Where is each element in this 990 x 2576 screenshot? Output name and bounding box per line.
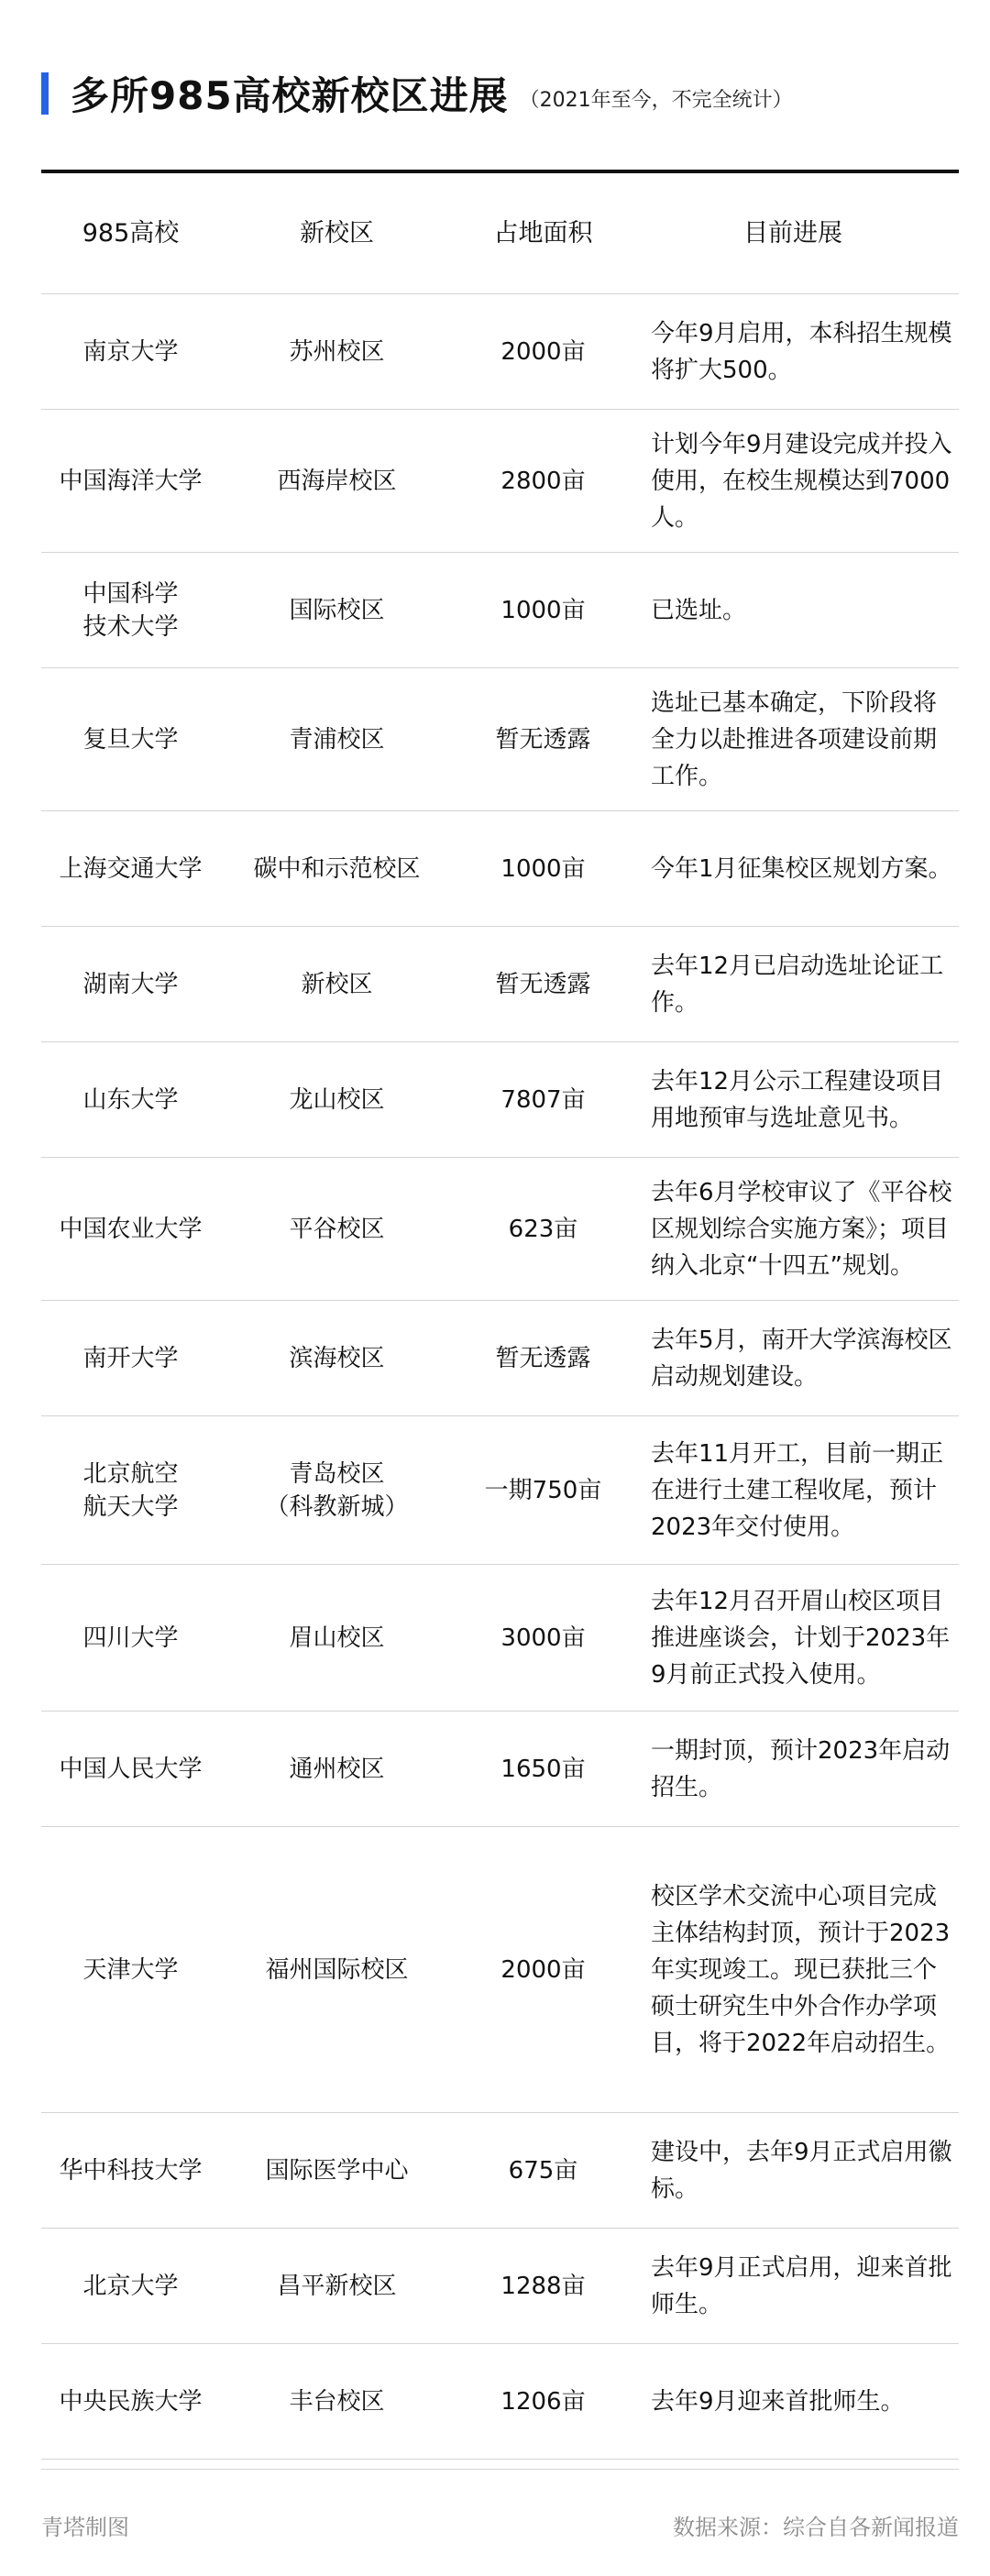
cell-university: 中国科学 技术大学 (82, 579, 179, 641)
column-header-progress: 目前进展 (743, 218, 842, 248)
page-title: 多所985高校新校区进展 (71, 73, 509, 118)
cell-area: 1000亩 (500, 596, 586, 624)
cell-campus: 丰台校区 (289, 2387, 385, 2416)
cell-area: 暂无透露 (495, 970, 591, 998)
cell-area: 2800亩 (500, 467, 586, 495)
table-row (41, 2113, 959, 2229)
cell-area: 1650亩 (500, 1755, 586, 1783)
cell-campus: 碳中和示范校区 (253, 854, 421, 883)
cell-university: 山东大学 (82, 1085, 179, 1114)
cell-area: 675亩 (508, 2156, 578, 2185)
cell-university: 南京大学 (82, 337, 179, 366)
footer (41, 2502, 959, 2548)
cell-area: 1288亩 (500, 2272, 586, 2300)
table-row (41, 1565, 959, 1712)
cell-progress: 计划今年9月建设完成并投入使用，在校生规模达到7000人。 (651, 430, 952, 532)
cell-university: 天津大学 (82, 1955, 179, 1984)
table-row (41, 927, 959, 1042)
table-row (41, 410, 959, 553)
cell-area: 一期750亩 (484, 1476, 602, 1504)
cell-campus: 新校区 (301, 970, 373, 998)
cell-progress: 建设中，去年9月正式启用徽标。 (651, 2138, 952, 2203)
cell-campus: 青浦校区 (289, 725, 385, 754)
table-row (41, 1042, 959, 1158)
table-row (41, 1158, 959, 1301)
table-row (41, 811, 959, 927)
title-block (41, 66, 793, 121)
cell-progress: 去年9月正式启用，迎来首批师生。 (651, 2253, 952, 2318)
cell-campus: 国际医学中心 (265, 2156, 409, 2185)
cell-progress: 一期封顶，预计2023年启动招生。 (651, 1736, 951, 1801)
cell-university: 中央民族大学 (59, 2387, 203, 2416)
page-subtitle: （2021年至今，不完全统计） (519, 88, 793, 112)
cell-area: 1000亩 (500, 854, 586, 883)
table-bottom-rule (41, 2469, 959, 2470)
cell-university: 复旦大学 (82, 725, 179, 754)
column-header-campus: 新校区 (300, 218, 374, 248)
cell-university: 四川大学 (82, 1624, 179, 1652)
cell-university: 湖南大学 (82, 970, 179, 998)
cell-progress: 校区学术交流中心项目完成主体结构封顶，预计于2023年实现竣工。现已获批三个硕士研究生中外合作办学项目，将于2022年启动招生。 (651, 1882, 951, 2057)
table-row (41, 2344, 959, 2460)
cell-campus: 苏州校区 (289, 337, 385, 366)
table-header-row (41, 173, 959, 294)
table-row (41, 1827, 959, 2113)
cell-progress: 今年1月征集校区规划方案。 (651, 854, 952, 883)
cell-progress: 去年11月开工，目前一期正在进行土建工程收尾，预计2023年交付使用。 (651, 1439, 944, 1541)
cell-campus: 平谷校区 (289, 1215, 385, 1243)
cell-campus: 青岛校区 （科教新城） (265, 1459, 409, 1521)
table-body (41, 294, 959, 2460)
cell-progress: 去年12月公示工程建设项目用地预审与选址意见书。 (651, 1067, 944, 1132)
column-header-university: 985高校 (82, 218, 180, 248)
cell-university: 上海交通大学 (59, 854, 203, 883)
table-row (41, 1416, 959, 1565)
cell-university: 华中科技大学 (59, 2156, 203, 2185)
cell-university: 中国农业大学 (59, 1215, 203, 1243)
footer-source: 数据来源：综合自各新闻报道 (673, 2514, 959, 2540)
cell-campus: 龙山校区 (289, 1085, 385, 1114)
cell-university: 中国人民大学 (59, 1755, 203, 1783)
cell-progress: 去年5月，南开大学滨海校区启动规划建设。 (651, 1326, 952, 1391)
cell-campus: 西海岸校区 (277, 467, 397, 495)
cell-area: 2000亩 (500, 337, 586, 366)
cell-campus: 眉山校区 (289, 1624, 385, 1652)
cell-area: 暂无透露 (495, 1344, 591, 1372)
cell-progress: 去年12月已启动选址论证工作。 (651, 952, 944, 1017)
cell-university: 中国海洋大学 (59, 467, 203, 495)
cell-progress: 去年9月迎来首批师生。 (651, 2387, 905, 2416)
title-accent-bar (41, 72, 49, 115)
cell-campus: 福州国际校区 (265, 1955, 409, 1984)
table-row (41, 294, 959, 410)
cell-progress: 选址已基本确定，下阶段将全力以赴推进各项建设前期工作。 (651, 688, 938, 790)
cell-university: 南开大学 (82, 1344, 179, 1372)
progress-table (41, 170, 959, 2460)
table-row (41, 1712, 959, 1827)
cell-campus: 滨海校区 (289, 1344, 385, 1372)
table-row (41, 553, 959, 668)
cell-progress: 已选址。 (651, 596, 747, 624)
cell-area: 2000亩 (500, 1955, 586, 1984)
cell-university: 北京大学 (82, 2272, 179, 2300)
table-row (41, 2229, 959, 2344)
table-row (41, 668, 959, 811)
cell-progress: 今年9月启用，本科招生规模将扩大500。 (651, 319, 952, 384)
cell-university: 北京航空 航天大学 (82, 1459, 179, 1521)
cell-area: 7807亩 (500, 1085, 586, 1114)
cell-campus: 国际校区 (289, 596, 385, 624)
table-row (41, 1301, 959, 1416)
cell-area: 1206亩 (500, 2387, 586, 2416)
column-header-area: 占地面积 (493, 218, 593, 248)
footer-credit: 青塔制图 (41, 2514, 129, 2540)
cell-area: 623亩 (508, 1215, 578, 1243)
cell-campus: 通州校区 (289, 1755, 385, 1783)
cell-progress: 去年6月学校审议了《平谷校区规划综合实施方案》；项目纳入北京“十四五”规划。 (651, 1178, 952, 1280)
cell-progress: 去年12月召开眉山校区项目推进座谈会，计划于2023年9月前正式投入使用。 (651, 1587, 951, 1689)
cell-area: 暂无透露 (495, 725, 591, 754)
cell-campus: 昌平新校区 (277, 2272, 397, 2300)
cell-area: 3000亩 (500, 1624, 586, 1652)
